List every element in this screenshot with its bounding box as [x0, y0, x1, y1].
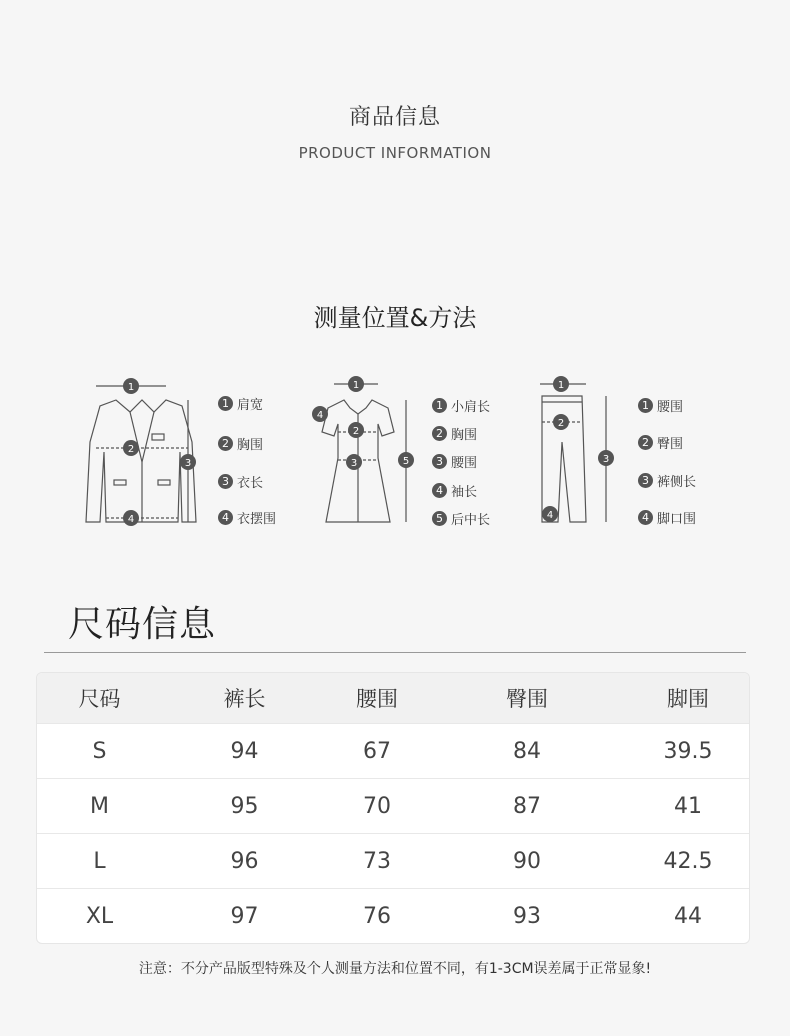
svg-text:2: 2 — [127, 444, 135, 455]
legend-item — [432, 396, 490, 415]
table-cell: 44 — [674, 903, 702, 929]
table-cell: S — [92, 738, 107, 764]
number-badge: 4 — [218, 510, 233, 525]
number-badge: 4 — [638, 510, 653, 525]
number-badge: 2 — [432, 426, 447, 441]
table-cell: 76 — [363, 903, 391, 929]
table-cell: 67 — [363, 738, 391, 764]
table-cell: 94 — [230, 738, 259, 764]
column-header-size: 尺码 — [78, 687, 121, 711]
legend-label: 胸围 — [237, 438, 264, 453]
svg-text:4: 4 — [316, 410, 324, 421]
legend-label: 胸围 — [451, 428, 478, 443]
table-cell: 41 — [674, 793, 702, 819]
number-badge: 4 — [432, 483, 447, 498]
legend-label: 肩宽 — [237, 398, 264, 413]
product-info-title: 商品信息 — [348, 105, 441, 130]
size-table — [36, 672, 750, 944]
table-cell: XL — [85, 903, 114, 929]
legend-label: 衣摆围 — [237, 512, 277, 527]
dress-legend — [432, 396, 522, 536]
legend-label: 臀围 — [657, 437, 684, 452]
svg-text:5: 5 — [402, 456, 410, 467]
table-cell: 96 — [230, 848, 259, 874]
table-cell: 73 — [363, 848, 391, 874]
table-row — [37, 723, 749, 778]
column-header-hip: 臀围 — [506, 687, 548, 711]
number-badge: 3 — [638, 473, 653, 488]
table-cell: M — [90, 793, 109, 819]
number-badge: 1 — [638, 398, 653, 413]
table-cell: 87 — [513, 793, 541, 819]
legend-item — [638, 471, 696, 490]
svg-text:3: 3 — [602, 454, 610, 465]
legend-item — [432, 481, 477, 500]
pants-diagram — [530, 372, 630, 532]
size-info-title: 尺码信息 — [68, 604, 217, 645]
table-cell: 95 — [230, 793, 259, 819]
legend-label: 腰围 — [451, 456, 478, 471]
table-cell: 42.5 — [663, 848, 713, 874]
legend-item — [432, 424, 477, 443]
legend-item — [218, 508, 276, 527]
legend-item — [432, 452, 477, 471]
legend-label: 后中长 — [451, 513, 491, 528]
jacket-legend — [218, 394, 298, 534]
product-info-subtitle: PRODUCT INFORMATION — [298, 144, 492, 162]
svg-text:1: 1 — [352, 380, 360, 391]
number-badge: 5 — [432, 511, 447, 526]
legend-item — [638, 508, 696, 527]
number-badge: 3 — [218, 474, 233, 489]
number-badge: 2 — [638, 435, 653, 450]
dress-diagram — [308, 372, 428, 532]
legend-label: 脚口围 — [657, 512, 697, 527]
jacket-diagram — [78, 372, 208, 532]
legend-label: 腰围 — [657, 400, 684, 415]
disclaimer-note: 注意：不分产品版型特殊及个人测量方法和位置不同，有1-3CM误差属于正常显象! — [138, 961, 652, 977]
table-cell: L — [93, 848, 106, 874]
table-cell: 39.5 — [663, 738, 713, 764]
svg-text:1: 1 — [557, 380, 565, 391]
svg-text:4: 4 — [546, 510, 554, 521]
number-badge: 3 — [432, 454, 447, 469]
column-header-waist: 腰围 — [356, 687, 398, 711]
number-badge: 2 — [218, 436, 233, 451]
legend-label: 小肩长 — [451, 400, 491, 415]
number-badge: 1 — [218, 396, 233, 411]
table-row — [37, 778, 749, 833]
column-header-hem: 脚围 — [667, 687, 709, 711]
legend-label: 袖长 — [451, 485, 478, 500]
measurement-title: 测量位置&方法 — [313, 304, 477, 332]
svg-text:2: 2 — [557, 418, 565, 429]
legend-item — [638, 433, 683, 452]
svg-text:4: 4 — [127, 514, 135, 525]
legend-item — [218, 434, 263, 453]
legend-label: 衣长 — [237, 476, 264, 491]
legend-item — [432, 509, 490, 528]
svg-text:3: 3 — [350, 458, 358, 469]
table-row — [37, 888, 749, 943]
table-cell: 97 — [230, 903, 259, 929]
legend-item — [218, 394, 263, 413]
legend-label: 裤侧长 — [657, 475, 697, 490]
table-cell: 84 — [513, 738, 541, 764]
table-header — [37, 673, 749, 723]
column-header-length: 裤长 — [223, 687, 266, 711]
svg-text:2: 2 — [352, 426, 360, 437]
legend-item — [638, 396, 683, 415]
svg-text:1: 1 — [127, 382, 135, 393]
legend-item — [218, 472, 263, 491]
table-cell: 93 — [513, 903, 541, 929]
table-cell: 70 — [363, 793, 391, 819]
table-row — [37, 833, 749, 888]
divider — [44, 652, 746, 653]
svg-text:3: 3 — [184, 458, 192, 469]
table-cell: 90 — [513, 848, 541, 874]
pants-legend — [638, 396, 718, 536]
number-badge: 1 — [432, 398, 447, 413]
